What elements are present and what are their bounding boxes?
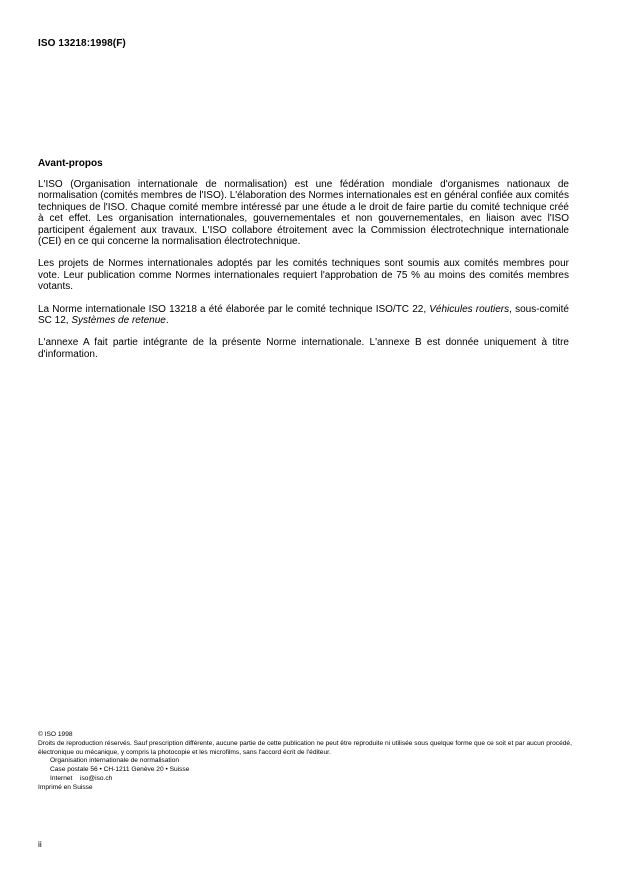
p3-text-e: .: [165, 315, 169, 327]
copyright-line: © ISO 1998: [38, 731, 73, 738]
p3-subcommittee-title: Systèmes de retenue: [71, 315, 166, 327]
foreword-paragraph-1: L'ISO (Organisation internationale de normalisation) est une fédération mondiale d'organismes nationaux de normalisation (comités membres de l'ISO). L'élaboration des Normes internationales est en général confiée aux comités techniques de l'ISO. Chaque comité membre intéressé par une étude a le droit de faire partie du comité technique créé à cet effet. Les organisation internationales, gouvernementales et non gouvernementales, en liaison avec l'ISO participent également aux travaux. L'ISO collabore étroitement avec la Commission électrotechnique internationale (CEI) en ce qui concerne la normalisation électrotechnique.: [38, 179, 569, 248]
internet-line: [38, 775, 583, 784]
p3-text-a: La Norme internationale ISO 13218 a été élaborée par le comité technique ISO/TC 22,: [38, 303, 430, 315]
foreword-paragraph-2: Les projets de Normes internationales adoptés par les comités techniques sont soumis aux comités membres pour vote. Leur publication comme Normes internationales requiert l'approbation de 75 % au moins des comités membres votants.: [38, 258, 569, 293]
printed-in: Imprimé en Suisse: [38, 783, 93, 791]
org-name: Organisation internationale de normalisation: [50, 757, 180, 765]
foreword-paragraph-4: L'annexe A fait partie intégrante de la présente Norme internationale. L'annexe B est donnée uniquement à titre d'information.: [38, 337, 569, 360]
rights-notice: Droits de reproduction réservés. Sauf prescription différente, aucune partie de cette publication ne peut être reproduite ni utilisée sous quelque forme que ce soit et par aucun procédé, électronique ou mécanique, y compris la photocopie et les microfilms, sans l'accord écrit de l'éditeur.: [38, 739, 572, 756]
copyright-block: [38, 731, 583, 793]
org-address: Case postale 56 • CH-1211 Genève 20 • Suisse: [50, 766, 190, 774]
foreword-paragraph-3: [38, 304, 569, 327]
p3-vehicle-title: Véhicules routiers: [429, 303, 510, 315]
foreword-title: Avant-propos: [38, 158, 103, 169]
foreword-section: [38, 158, 569, 371]
page-number: ii: [38, 839, 42, 849]
document-id: ISO 13218:1998(F): [38, 38, 126, 49]
internet-email: iso@iso.ch: [80, 774, 113, 782]
p3-text-c: , sous-comité SC 12,: [38, 303, 569, 327]
internet-label: Internet: [50, 774, 73, 782]
